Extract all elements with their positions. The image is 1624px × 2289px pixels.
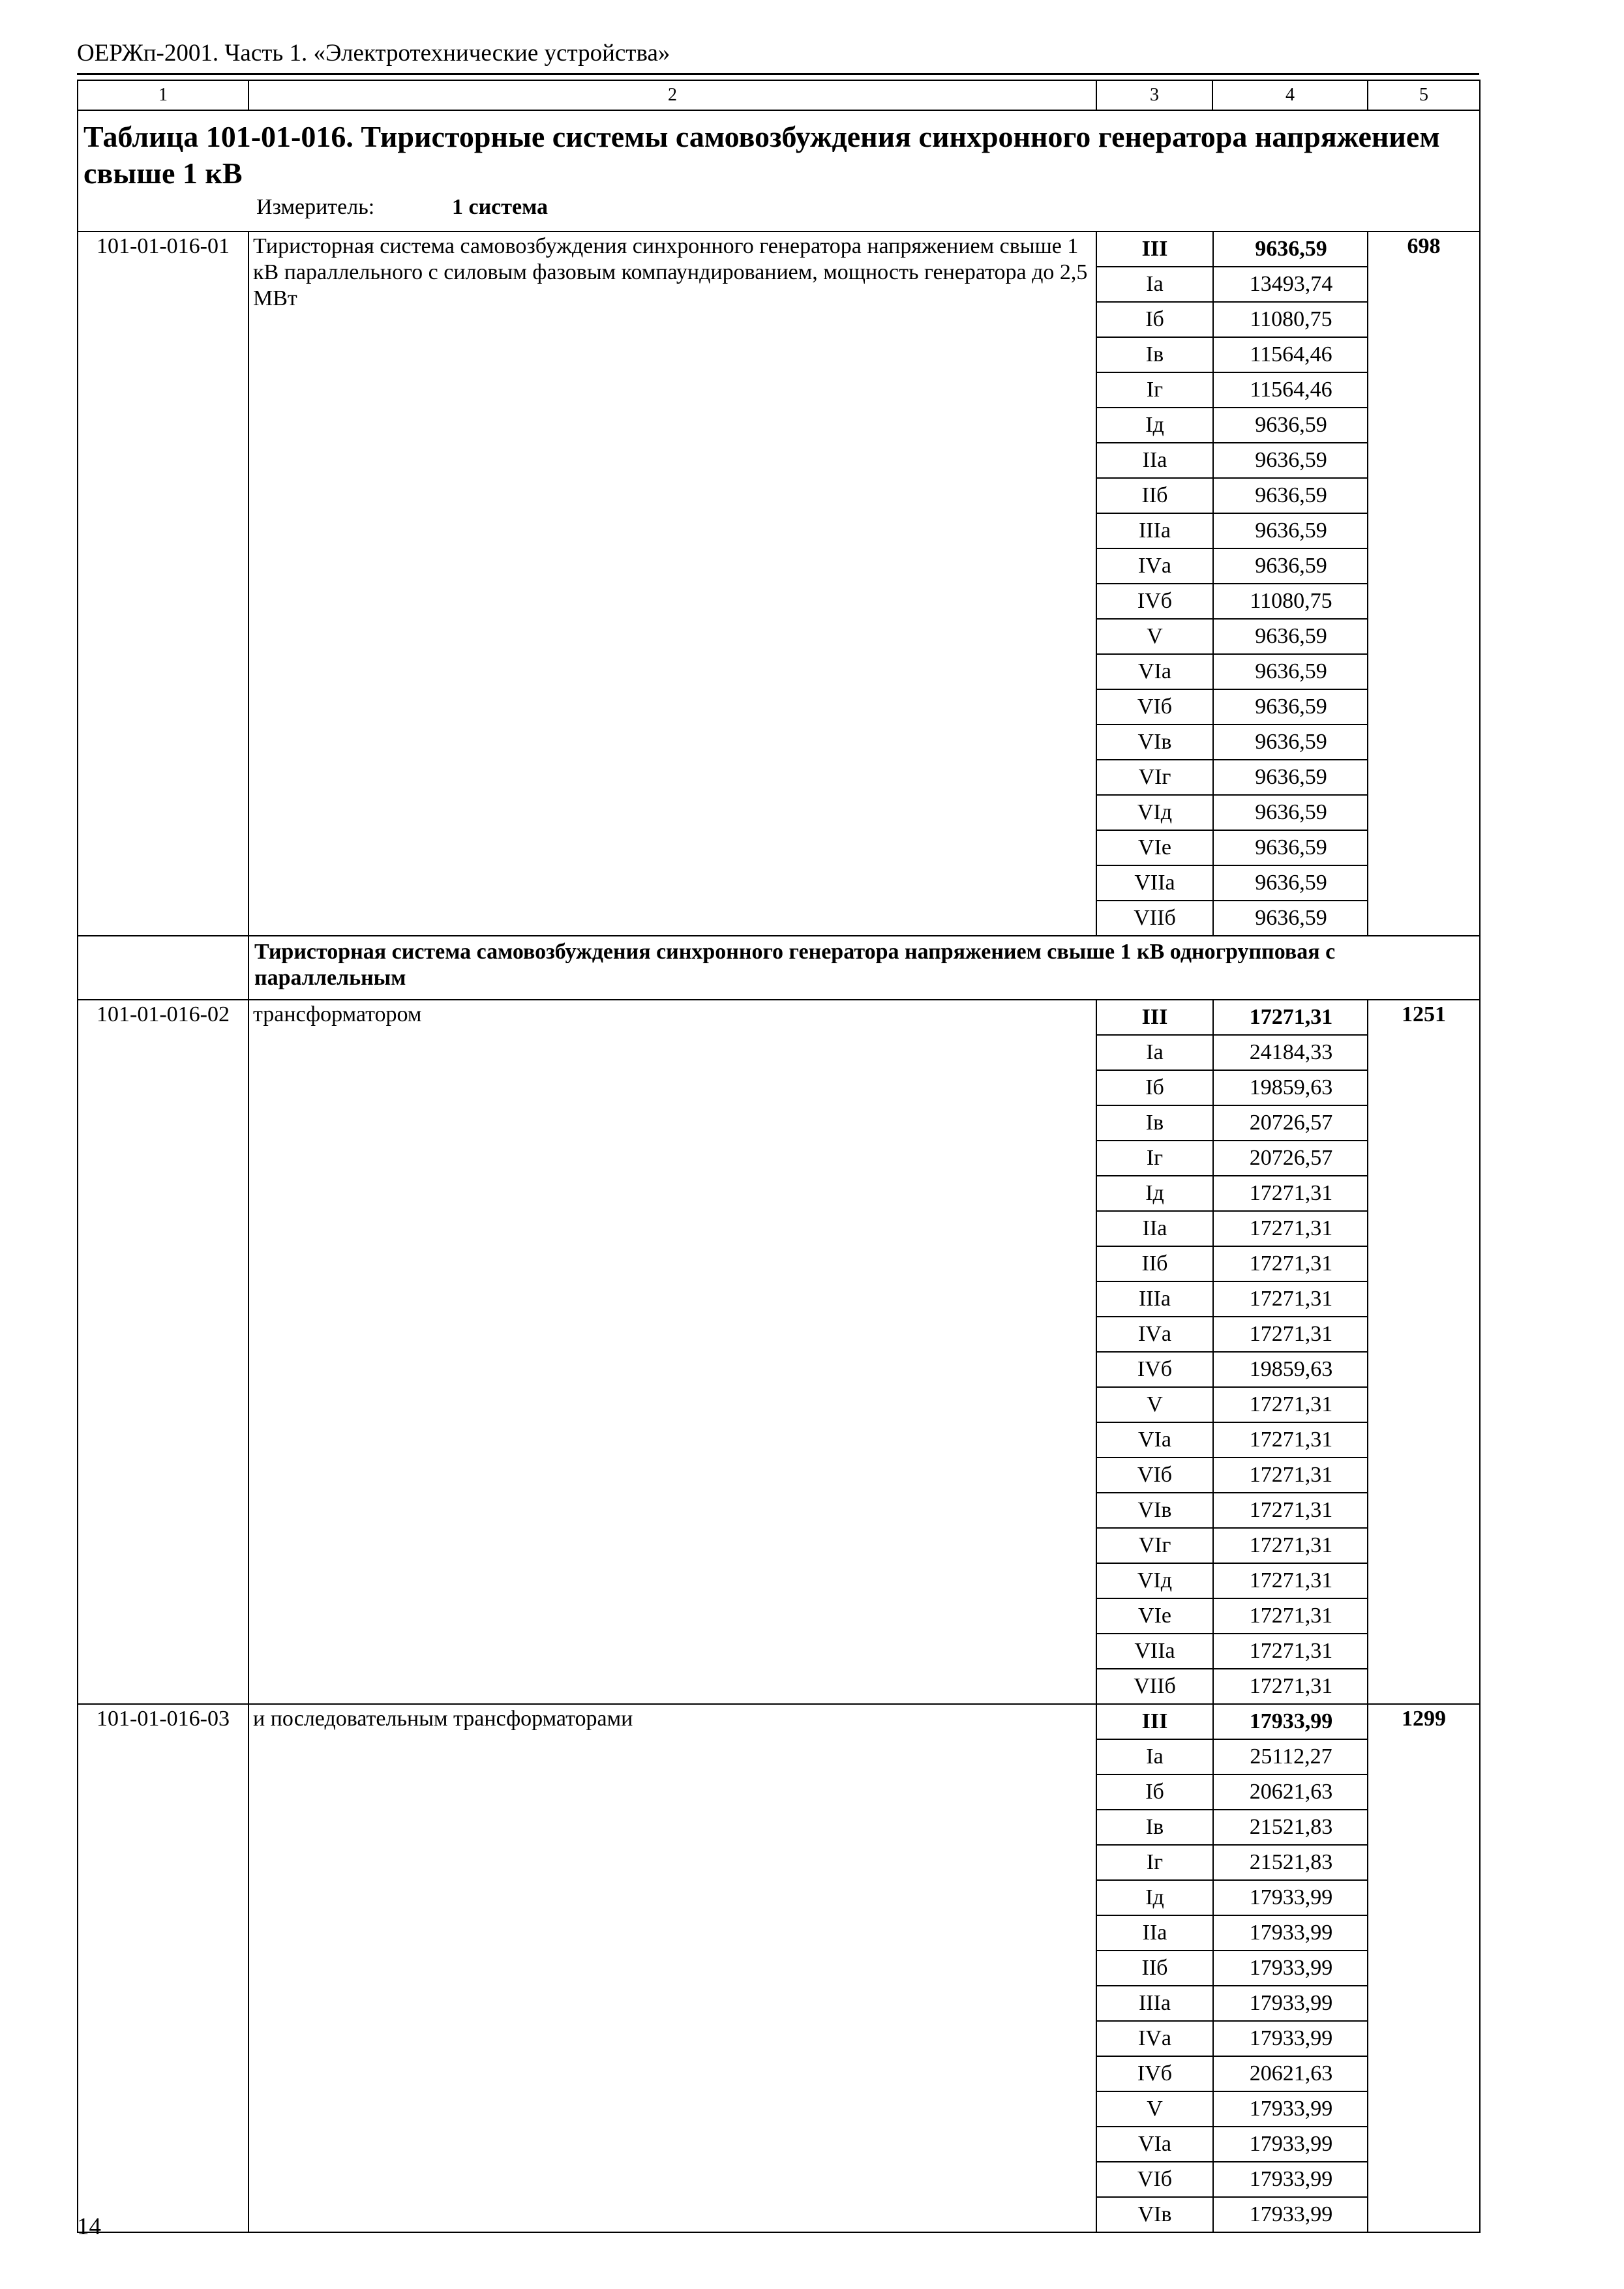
- zone-row: [1097, 760, 1368, 795]
- zone-name: IIб: [1097, 478, 1213, 513]
- zone-row: [1097, 689, 1368, 725]
- zone-name: VIе: [1097, 830, 1213, 865]
- zone-value: 17271,31: [1213, 1493, 1368, 1528]
- table-title-cell: [78, 110, 1480, 232]
- zone-row: [1097, 1986, 1368, 2021]
- zone-row: [1097, 1774, 1368, 1810]
- zone-row: [1097, 1387, 1368, 1422]
- zone-value: 13493,74: [1213, 267, 1368, 302]
- zone-row: [1097, 1493, 1368, 1528]
- zone-value: 17271,31: [1213, 1563, 1368, 1598]
- zone-name: Iд: [1097, 1176, 1213, 1211]
- zone-name: VIа: [1097, 654, 1213, 689]
- zone-name: V: [1097, 619, 1213, 654]
- code-cell: [78, 936, 248, 1000]
- zone-value: 17271,31: [1213, 1000, 1368, 1035]
- zone-row: [1097, 1176, 1368, 1211]
- zone-row: [1097, 1528, 1368, 1563]
- table-row: [78, 1000, 1480, 1704]
- zone-value: 9636,59: [1213, 513, 1368, 548]
- rate-code: 101-01-016-02: [78, 1000, 248, 1704]
- zone-name: Iв: [1097, 1810, 1213, 1845]
- zone-row: [1097, 2162, 1368, 2197]
- zone-value: 9636,59: [1213, 654, 1368, 689]
- zone-row: [1097, 795, 1368, 830]
- zone-value: 17271,31: [1213, 1422, 1368, 1458]
- zone-row: [1097, 1705, 1368, 1739]
- zone-name: IVб: [1097, 584, 1213, 619]
- rate-price: 698: [1368, 232, 1480, 936]
- zone-name: VIа: [1097, 2127, 1213, 2162]
- table-title-row: [78, 110, 1480, 232]
- zone-value: 17271,31: [1213, 1246, 1368, 1281]
- zone-row: [1097, 548, 1368, 584]
- zone-value: 9636,59: [1213, 443, 1368, 478]
- zone-value: 9636,59: [1213, 795, 1368, 830]
- zone-row: [1097, 1951, 1368, 1986]
- zone-name: IVб: [1097, 1352, 1213, 1387]
- zone-name: V: [1097, 1387, 1213, 1422]
- zone-row: [1097, 1669, 1368, 1703]
- zone-name: VIг: [1097, 760, 1213, 795]
- zone-name: IIб: [1097, 1951, 1213, 1986]
- zone-value: 9636,59: [1213, 619, 1368, 654]
- zone-value: 9636,59: [1213, 232, 1368, 267]
- zone-name: Iд: [1097, 1880, 1213, 1915]
- zone-value: 11080,75: [1213, 584, 1368, 619]
- zone-row: [1097, 584, 1368, 619]
- zone-value: 17933,99: [1249, 2202, 1333, 2226]
- zone-name: IIа: [1097, 443, 1213, 478]
- section-subheader: Тиристорная система самовозбуждения синхронного генератора напряжением свыше 1 кВ одногрупповая с параллельным: [248, 936, 1480, 1000]
- column-number: 3: [1096, 80, 1212, 110]
- rate-description: трансформатором: [248, 1000, 1096, 1704]
- page-number: 14: [77, 2213, 101, 2240]
- zone-row: [1097, 830, 1368, 865]
- measure-line: [256, 194, 1474, 220]
- zone-name: Iг: [1097, 372, 1213, 408]
- zone-name: IVа: [1097, 1317, 1213, 1352]
- rates-table: [77, 80, 1481, 2233]
- zone-value: 21521,83: [1213, 1845, 1368, 1880]
- zone-name: VIIа: [1097, 865, 1213, 901]
- zone-name: Iг: [1097, 1141, 1213, 1176]
- zone-row: [1097, 654, 1368, 689]
- column-number: 4: [1212, 80, 1368, 110]
- zone-value: 9636,59: [1213, 760, 1368, 795]
- zone-value: 21521,83: [1213, 1810, 1368, 1845]
- zone-row: [1097, 865, 1368, 901]
- measure-label: Измеритель:: [256, 195, 375, 219]
- zone-row: [1097, 1281, 1368, 1317]
- zone-row: [1097, 1070, 1368, 1105]
- zone-value: 17933,99: [1213, 2091, 1368, 2127]
- zone-values-table: [1097, 232, 1368, 935]
- zone-row: [1097, 1915, 1368, 1951]
- zone-row: [1097, 1035, 1368, 1070]
- zone-value: 17933,99: [1213, 2127, 1368, 2162]
- zone-name: III: [1097, 1000, 1213, 1035]
- zone-value: 17271,31: [1213, 1387, 1368, 1422]
- zone-name: Iг: [1097, 1845, 1213, 1880]
- zone-value: 9636,59: [1213, 865, 1368, 901]
- zone-row: [1097, 267, 1368, 302]
- header-rule: [77, 73, 1479, 75]
- rates-table-body: [78, 80, 1480, 2232]
- zone-value: 19859,63: [1213, 1070, 1368, 1105]
- zone-name: VIб: [1097, 689, 1213, 725]
- zone-row: [1097, 1563, 1368, 1598]
- zone-value: 17933,99: [1213, 1951, 1368, 1986]
- zone-name: III: [1097, 1705, 1213, 1739]
- zone-value: 17271,31: [1249, 1674, 1333, 1698]
- zone-value: 11080,75: [1213, 302, 1368, 337]
- zone-value: 17271,31: [1213, 1176, 1368, 1211]
- zone-name: IIIа: [1097, 1986, 1213, 2021]
- zone-value: 17271,31: [1213, 1528, 1368, 1563]
- zone-name: Iд: [1097, 408, 1213, 443]
- zone-row: [1097, 1634, 1368, 1669]
- zone-value: 24184,33: [1213, 1035, 1368, 1070]
- zone-value: 20621,63: [1213, 1774, 1368, 1810]
- column-number: 2: [248, 80, 1096, 110]
- zone-row: [1097, 1422, 1368, 1458]
- rate-description: Тиристорная система самовозбуждения синхронного генератора напряжением свыше 1 кВ параллельного с силовым фазовым компаундированием, мощность генератора до 2,5 МВт: [248, 232, 1096, 936]
- zone-row: [1097, 302, 1368, 337]
- zone-row: [1097, 1105, 1368, 1141]
- table-row: [78, 1704, 1480, 2232]
- zone-values-cell: [1096, 232, 1368, 936]
- rate-description: и последовательным трансформаторами: [248, 1704, 1096, 2232]
- zone-name: VIб: [1097, 1458, 1213, 1493]
- zone-row: [1097, 443, 1368, 478]
- zone-name: VIе: [1097, 1598, 1213, 1634]
- zone-row: [1097, 408, 1368, 443]
- zone-row: [1097, 2056, 1368, 2091]
- column-number-row: [78, 80, 1480, 110]
- zone-name: VIв: [1097, 725, 1213, 760]
- zone-name: IIIа: [1097, 1281, 1213, 1317]
- zone-values-table: [1097, 1705, 1368, 2232]
- zone-row: [1097, 513, 1368, 548]
- rate-code: 101-01-016-03: [78, 1704, 248, 2232]
- zone-row: [1097, 1000, 1368, 1035]
- zone-value: 9636,59: [1213, 725, 1368, 760]
- zone-values-cell: [1096, 1000, 1368, 1704]
- zone-name: VIIа: [1097, 1634, 1213, 1669]
- zone-name: III: [1097, 232, 1213, 267]
- zone-row: [1097, 372, 1368, 408]
- zone-value: 9636,59: [1213, 689, 1368, 725]
- zone-value: 17933,99: [1213, 2162, 1368, 2197]
- zone-row: [1097, 337, 1368, 372]
- zone-name: Iа: [1097, 1035, 1213, 1070]
- rate-price: 1251: [1368, 1000, 1480, 1704]
- zone-value: 17271,31: [1213, 1634, 1368, 1669]
- section-subheader-row: [78, 936, 1480, 1000]
- zone-value: 17933,99: [1213, 2021, 1368, 2056]
- zone-name: Iб: [1097, 1774, 1213, 1810]
- zone-value: 9636,59: [1255, 906, 1327, 930]
- zone-row: [1097, 1211, 1368, 1246]
- zone-value: 20726,57: [1213, 1105, 1368, 1141]
- zone-name: VIIб: [1097, 1669, 1213, 1703]
- measure-value: 1 система: [452, 195, 548, 219]
- zone-name: IVа: [1097, 2021, 1213, 2056]
- zone-name: IIб: [1097, 1246, 1213, 1281]
- zone-value: 9636,59: [1213, 830, 1368, 865]
- zone-name: Iб: [1097, 302, 1213, 337]
- zone-value: 9636,59: [1213, 548, 1368, 584]
- zone-value: 17271,31: [1213, 1317, 1368, 1352]
- zone-value: 20621,63: [1213, 2056, 1368, 2091]
- zone-row: [1097, 478, 1368, 513]
- zone-value: 11564,46: [1213, 337, 1368, 372]
- zone-name: VIд: [1097, 1563, 1213, 1598]
- zone-row: [1097, 2197, 1368, 2232]
- zone-name: IIIа: [1097, 513, 1213, 548]
- table-row: [78, 232, 1480, 936]
- column-number: 5: [1368, 80, 1480, 110]
- zone-name: IVб: [1097, 2056, 1213, 2091]
- zone-row: [1097, 1141, 1368, 1176]
- zone-row: [1097, 901, 1368, 935]
- zone-value: 17933,99: [1213, 1880, 1368, 1915]
- rate-code: 101-01-016-01: [78, 232, 248, 936]
- zone-name: IIа: [1097, 1211, 1213, 1246]
- column-number: 1: [78, 80, 248, 110]
- zone-values-cell: [1096, 1704, 1368, 2232]
- zone-name: VIа: [1097, 1422, 1213, 1458]
- zone-row: [1097, 619, 1368, 654]
- zone-values-table: [1097, 1000, 1368, 1703]
- zone-name: VIв: [1097, 1493, 1213, 1528]
- document-header: ОЕРЖп-2001. Часть 1. «Электротехнические устройства»: [77, 40, 670, 67]
- zone-row: [1097, 1317, 1368, 1352]
- zone-name: VIIб: [1097, 901, 1213, 935]
- zone-name: VIг: [1097, 1528, 1213, 1563]
- zone-name: Iа: [1097, 267, 1213, 302]
- zone-name: IVа: [1097, 548, 1213, 584]
- zone-value: 25112,27: [1213, 1739, 1368, 1774]
- zone-row: [1097, 1352, 1368, 1387]
- rate-price: 1299: [1368, 1704, 1480, 2232]
- zone-value: 11564,46: [1213, 372, 1368, 408]
- zone-value: 9636,59: [1213, 408, 1368, 443]
- zone-name: VIд: [1097, 795, 1213, 830]
- zone-row: [1097, 1739, 1368, 1774]
- zone-row: [1097, 2091, 1368, 2127]
- table-title: Таблица 101-01-016. Тиристорные системы самовозбуждения синхронного генератора напряжением свыше 1 кВ: [83, 120, 1440, 190]
- zone-name: V: [1097, 2091, 1213, 2127]
- zone-value: 17271,31: [1213, 1211, 1368, 1246]
- zone-value: 17933,99: [1213, 1705, 1368, 1739]
- zone-name: Iб: [1097, 1070, 1213, 1105]
- zone-name: VIб: [1097, 2162, 1213, 2197]
- zone-name: Iв: [1097, 337, 1213, 372]
- zone-name: VIв: [1097, 2197, 1213, 2232]
- zone-value: 17933,99: [1213, 1986, 1368, 2021]
- zone-row: [1097, 2127, 1368, 2162]
- zone-value: 17271,31: [1213, 1458, 1368, 1493]
- zone-value: 17271,31: [1213, 1281, 1368, 1317]
- zone-value: 9636,59: [1213, 478, 1368, 513]
- zone-value: 19859,63: [1213, 1352, 1368, 1387]
- zone-row: [1097, 2021, 1368, 2056]
- zone-row: [1097, 1880, 1368, 1915]
- zone-row: [1097, 1845, 1368, 1880]
- zone-row: [1097, 1810, 1368, 1845]
- zone-row: [1097, 1458, 1368, 1493]
- zone-row: [1097, 1246, 1368, 1281]
- zone-name: IIа: [1097, 1915, 1213, 1951]
- zone-value: 20726,57: [1213, 1141, 1368, 1176]
- zone-row: [1097, 725, 1368, 760]
- zone-value: 17933,99: [1213, 1915, 1368, 1951]
- zone-row: [1097, 1598, 1368, 1634]
- zone-name: Iв: [1097, 1105, 1213, 1141]
- zone-value: 17271,31: [1213, 1598, 1368, 1634]
- zone-row: [1097, 232, 1368, 267]
- zone-name: Iа: [1097, 1739, 1213, 1774]
